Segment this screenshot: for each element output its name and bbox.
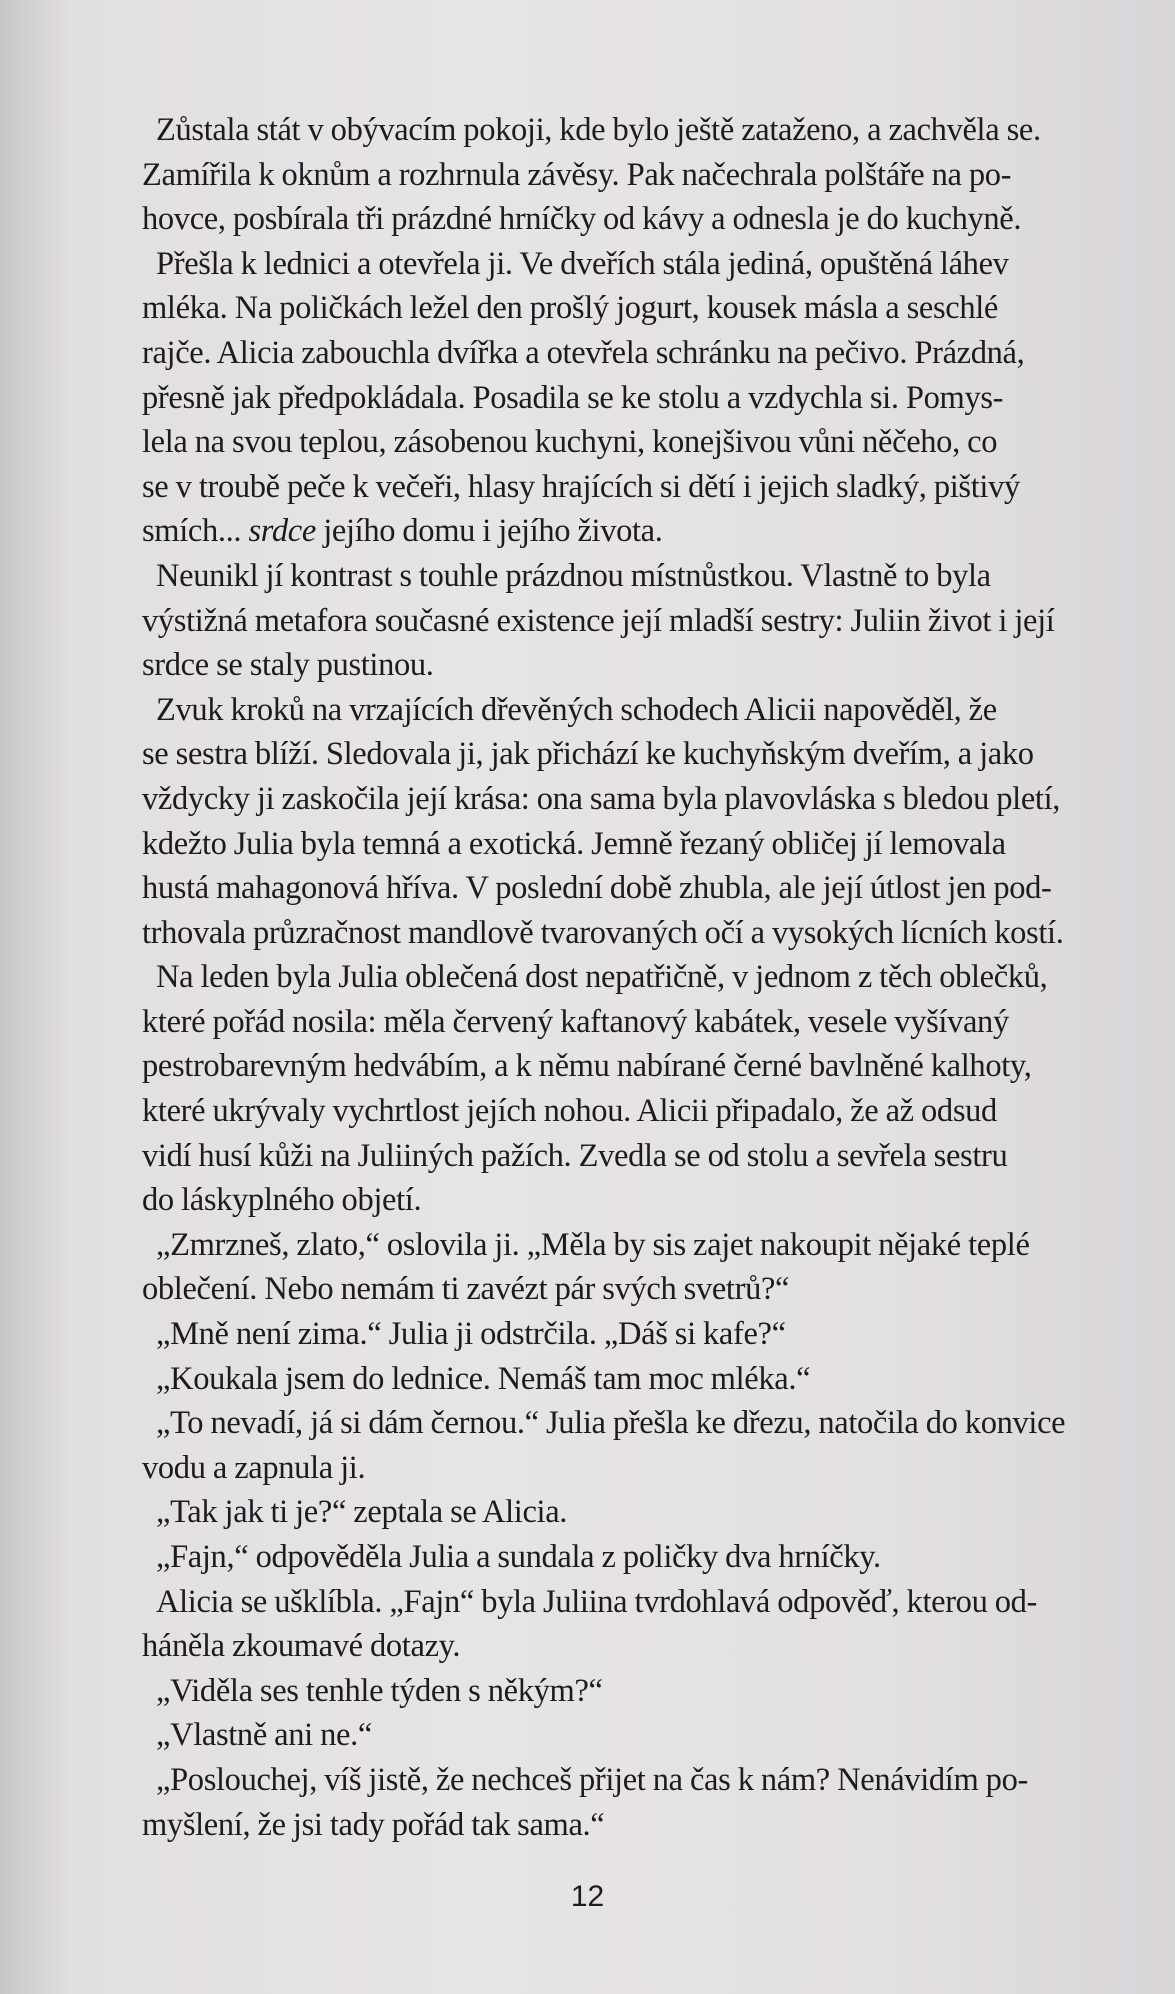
text-line: se v troubě peče k večeři, hlasy hrajících si dětí i jejich sladký, pištivý bbox=[142, 468, 1020, 505]
text-line: Alicia se ušklíbla. „Fajn“ byla Juliina tvrdohlavá odpověď, kterou od- bbox=[156, 1583, 1038, 1620]
text-line: Zamířila k oknům a rozhrnula závěsy. Pak načechrala polštáře na po- bbox=[142, 156, 1012, 193]
text-line: „Vlastně ani ne.“ bbox=[156, 1717, 372, 1754]
text-line: rajče. Alicia zabouchla dvířka a otevřela schránku na pečivo. Prázdná, bbox=[142, 334, 1025, 371]
text-line: lela na svou teplou, zásobenou kuchyni, konejšivou vůni něčeho, co bbox=[142, 424, 998, 461]
text-line: Na leden byla Julia oblečená dost nepatřičně, v jednom z těch oblečků, bbox=[156, 959, 1048, 996]
text-line: kdežto Julia byla temná a exotická. Jemně řezaný obličej jí lemovala bbox=[142, 825, 1006, 862]
text-line: „To nevadí, já si dám černou.“ Julia přešla ke dřezu, natočila do konvice bbox=[156, 1405, 1066, 1442]
text-line: vodu a zapnula ji. bbox=[142, 1449, 366, 1486]
text-line: hustá mahagonová hříva. V poslední době zhubla, ale její útlost jen pod- bbox=[142, 870, 1052, 907]
text-line: přesně jak předpokládala. Posadila se ke stolu a vzdychla si. Pomys- bbox=[142, 379, 1004, 416]
text-line: „Zmrzneš, zlato,“ oslovila ji. „Měla by sis zajet nakoupit nějaké teplé bbox=[156, 1226, 1030, 1263]
text-line: které ukrývaly vychrtlost jejích nohou. Alicii připadalo, že až odsud bbox=[142, 1093, 997, 1130]
text-line: Zůstala stát v obývacím pokoji, kde bylo ještě zataženo, a zachvěla se. bbox=[156, 112, 1041, 148]
text-line bbox=[142, 509, 1112, 554]
emphasized-word: srdce bbox=[248, 513, 316, 550]
text-line: Neunikl jí kontrast s touhle prázdnou místnůstkou. Vlastně to byla bbox=[156, 557, 991, 594]
text-line: vždycky ji zaskočila její krása: ona sama byla plavovláska s bledou pletí, bbox=[142, 780, 1061, 817]
text-line: výstižná metafora současné existence její mladší sestry: Juliin život i její bbox=[142, 602, 1055, 639]
text-segment: jejího domu i jejího života. bbox=[315, 513, 663, 550]
text-line: srdce se staly pustinou. bbox=[142, 647, 434, 684]
text-line: „Koukala jsem do lednice. Nemáš tam moc mléka.“ bbox=[156, 1360, 811, 1397]
text-line: do láskyplného objetí. bbox=[142, 1182, 422, 1219]
text-line: se sestra blíží. Sledovala ji, jak přichází ke kuchyňským dveřím, a jako bbox=[142, 736, 1034, 773]
text-line: „Fajn,“ odpověděla Julia a sundala z poličky dva hrníčky. bbox=[156, 1539, 881, 1575]
text-line: „Viděla ses tenhle týden s někým?“ bbox=[156, 1672, 603, 1709]
text-segment: smích... bbox=[142, 513, 249, 550]
text-line: myšlení, že jsi tady pořád tak sama.“ bbox=[142, 1806, 605, 1843]
text-line: „Poslouchej, víš jistě, že nechceš přijet na čas k nám? Nenávidím po- bbox=[156, 1761, 1028, 1798]
text-line: háněla zkoumavé dotazy. bbox=[142, 1628, 461, 1665]
text-line: „Mně není zima.“ Julia ji odstrčila. „Dáš si kafe?“ bbox=[156, 1316, 786, 1353]
text-line: mléka. Na poličkách ležel den prošlý jogurt, kousek másla a seschlé bbox=[142, 290, 998, 327]
text-line: které pořád nosila: měla červený kaftanový kabátek, vesele vyšívaný bbox=[142, 1003, 1009, 1040]
body-text bbox=[142, 108, 1112, 1847]
text-line: Zvuk kroků na vrzajících dřevěných schodech Alicii napověděl, že bbox=[156, 691, 997, 728]
text-line: pestrobarevným hedvábím, a k němu nabírané černé bavlněné kalhoty, bbox=[142, 1048, 1032, 1085]
text-line: trhovala průzračnost mandlově tvarovaných očí a vysokých lícních kostí. bbox=[142, 914, 1064, 951]
text-line: vidí husí kůži na Juliiných pažích. Zvedla se od stolu a sevřela sestru bbox=[142, 1137, 1008, 1174]
text-line: oblečení. Nebo nemám ti zavézt pár svých svetrů?“ bbox=[142, 1271, 790, 1308]
page-number: 12 bbox=[570, 1880, 605, 1913]
text-line: „Tak jak ti je?“ zeptala se Alicia. bbox=[156, 1494, 568, 1531]
text-line: hovce, posbírala tři prázdné hrníčky od kávy a odnesla je do kuchyně. bbox=[142, 201, 1022, 238]
text-line: Přešla k lednici a otevřela ji. Ve dveřích stála jediná, opuštěná láhev bbox=[156, 245, 1009, 282]
